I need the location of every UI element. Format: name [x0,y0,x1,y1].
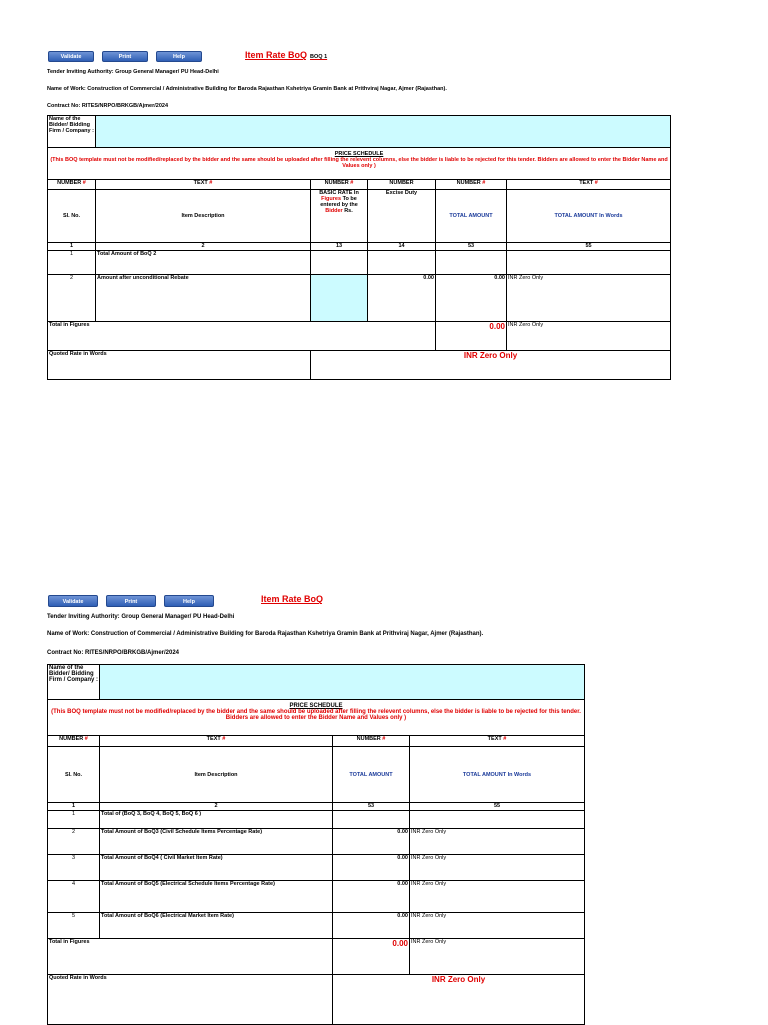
bidder-name-input[interactable] [96,116,671,148]
row-total: 0.00 [333,855,410,881]
header-total-words: TOTAL AMOUNT In Words [410,747,585,803]
header-sl-no: Sl. No. [48,747,100,803]
table-row [48,913,585,939]
type-cell: TEXT # [100,736,333,747]
type-cell: NUMBER # [48,180,96,190]
row-total: 0.00 [333,913,410,939]
schedule-note: (This BOQ template must not be modified/replaced by the bidder and the same should be uploaded after filling the relevent columns, else the bidder is liable to be rejected for this tender. Bidders are allowed to enter the Bidder Name and Values only ) [50,157,668,169]
price-schedule-title: PRICE SCHEDULE [289,703,343,709]
col-number: 2 [96,243,311,251]
row-sl: 1 [48,811,100,829]
boq-sheet-1 [47,51,670,391]
contract-number: Contract No: RITES/NRPO/BRKGB/Ajmer/2024 [47,650,180,656]
row-words: INR Zero Only [410,855,585,881]
row-words [410,811,585,829]
col-number: 1 [48,803,100,811]
price-schedule-header [48,700,585,736]
row-excise [368,251,436,275]
type-cell: NUMBER # [48,736,100,747]
validate-button[interactable]: Validate [48,595,98,607]
tender-authority: Tender Inviting Authority: Group General Manager/ PU Head-Delhi [47,69,219,75]
col-number: 14 [368,243,436,251]
row-total: 0.00 [333,829,410,855]
row-description: Total Amount of BoQ 2 [96,251,311,275]
row-description: Total Amount of BoQ4 ( Civil Market Item Rate) [100,855,333,881]
price-schedule-title: PRICE SCHEDULE [334,151,384,157]
rebate-rate-input[interactable] [311,275,368,322]
header-total-amount: TOTAL AMOUNT [333,747,410,803]
bidder-name-label: Name of the Bidder/ Bidding Firm / Company : [48,116,96,148]
price-schedule-table-2 [47,664,585,1025]
page-title: Item Rate BoQ [261,594,324,604]
col-number: 53 [436,243,507,251]
row-rate [311,251,368,275]
type-cell: TEXT # [410,736,585,747]
quoted-rate-value: INR Zero Only [311,351,671,380]
table-row [48,251,671,275]
bidder-name-input[interactable] [100,665,585,700]
col-number: 13 [311,243,368,251]
price-schedule-table-1 [47,115,671,380]
row-words: INR Zero Only [410,829,585,855]
header-total-words: TOTAL AMOUNT In Words [507,190,671,243]
table-row [48,855,585,881]
row-description: Total of (BoQ 3, BoQ 4, BoQ 5, BoQ 6 ) [100,811,333,829]
quoted-rate-label: Quoted Rate in Words [48,351,311,380]
total-figures-value: 0.00 [333,939,410,975]
tender-authority: Tender Inviting Authority: Group General Manager/ PU Head-Delhi [47,614,235,620]
total-figures-label: Total in Figures [48,322,436,351]
row-description: Total Amount of BoQ6 (Electrical Market Item Rate) [100,913,333,939]
type-cell: NUMBER # [311,180,368,190]
row-sl: 1 [48,251,96,275]
table-row [48,881,585,913]
bidder-name-label: Name of the Bidder/ Bidding Firm / Company : [48,665,100,700]
name-of-work: Name of Work: Construction of Commercial / Administrative Building for Baroda Rajasthan Kshetriya Gramin Bank at Prithviraj Nagar, Ajmer (Rajasthan). [47,86,447,92]
col-number: 55 [410,803,585,811]
row-sl: 2 [48,829,100,855]
row-words: INR Zero Only [410,913,585,939]
quoted-rate-value: INR Zero Only [333,975,585,1025]
type-cell: TEXT # [507,180,671,190]
name-of-work: Name of Work: Construction of Commercial / Administrative Building for Baroda Rajasthan Kshetriya Gramin Bank at Prithviraj Nagar, Ajmer (Rajasthan). [47,631,484,637]
total-figures-words: INR Zero Only [507,322,671,351]
type-cell: TEXT # [96,180,311,190]
row-total: 0.00 [436,275,507,322]
contract-number: Contract No: RITES/NRPO/BRKGB/Ajmer/2024 [47,103,169,109]
page-title [245,50,327,60]
total-figures-label: Total in Figures [48,939,333,975]
row-total [436,251,507,275]
title-text: Item Rate BoQ [245,50,308,60]
col-number: 55 [507,243,671,251]
table-row [48,275,671,322]
row-total [333,811,410,829]
row-sl: 3 [48,855,100,881]
col-number: 1 [48,243,96,251]
row-sl: 4 [48,881,100,913]
table-row [48,829,585,855]
row-words: INR Zero Only [410,881,585,913]
help-button[interactable]: Help [156,51,202,62]
schedule-note: (This BOQ template must not be modified/replaced by the bidder and the same should be uploaded after filling the relevent columns, else the bidder is liable to be rejected for this tender. Bidders are allowed to enter the Bidder Name and Values only ) [51,709,581,721]
boq-subtitle: BOQ 1 [310,54,328,60]
header-item-description: Item Description [96,190,311,243]
type-cell: NUMBER # [333,736,410,747]
header-total-amount: TOTAL AMOUNT [436,190,507,243]
type-cell: NUMBER # [436,180,507,190]
row-words [507,251,671,275]
row-words: INR Zero Only [507,275,671,322]
row-description: Total Amount of BoQ5 (Electrical Schedule Items Percentage Rate) [100,881,333,913]
header-basic-rate: BASIC RATE In Figures To be entered by the Bidder Rs. [311,190,368,243]
row-total: 0.00 [333,881,410,913]
header-excise-duty: Excise Duty [368,190,436,243]
row-sl: 5 [48,913,100,939]
boq-sheet-2 [47,595,584,1024]
header-item-description: Item Description [100,747,333,803]
total-figures-value: 0.00 [436,322,507,351]
row-description: Total Amount of BoQ3 (Civil Schedule Items Percentage Rate) [100,829,333,855]
print-button[interactable]: Print [106,595,156,607]
header-sl-no: Sl. No. [48,190,96,243]
row-excise: 0.00 [368,275,436,322]
table-row [48,811,585,829]
total-figures-words: INR Zero Only [410,939,585,975]
col-number: 53 [333,803,410,811]
print-button[interactable]: Print [102,51,148,62]
help-button[interactable]: Help [164,595,214,607]
type-cell: NUMBER [368,180,436,190]
row-description: Amount after unconditional Rebate [96,275,311,322]
validate-button[interactable]: Validate [48,51,94,62]
col-number: 2 [100,803,333,811]
price-schedule-header [48,148,671,180]
row-sl: 2 [48,275,96,322]
quoted-rate-label: Quoted Rate in Words [48,975,333,1025]
